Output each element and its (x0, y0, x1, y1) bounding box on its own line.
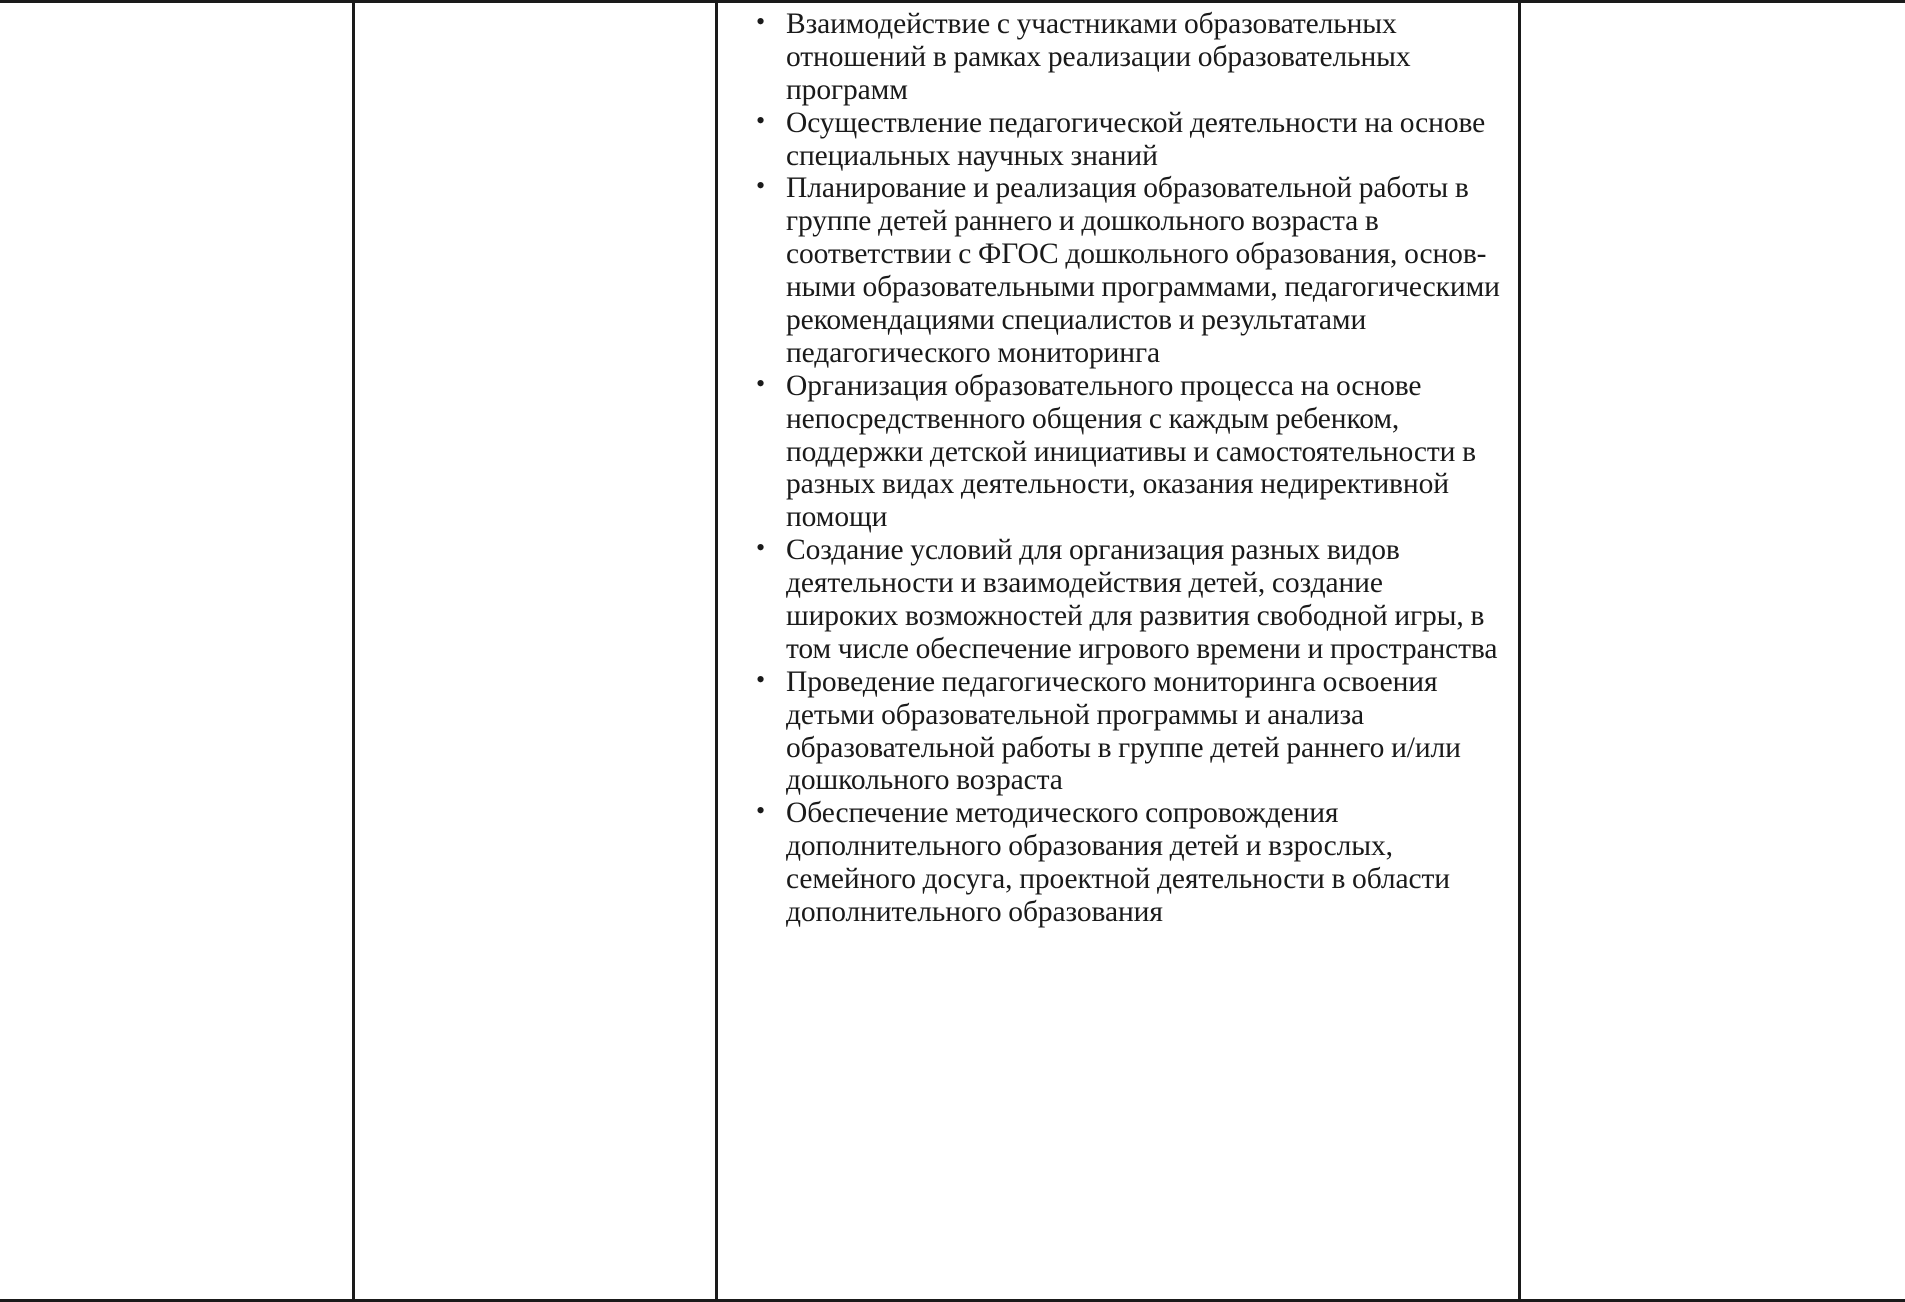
list-item: • Создание условий для организация разных видов деятельности и взаимодействия детей, создание широких возможностей для развития свободной игры, в том числе обеспечение игрового времени и пространства (748, 534, 1500, 666)
table-cell-duties (718, 0, 1518, 1302)
table-cell-column-4 (1521, 0, 1902, 1302)
list-item: • Проведение педагогического мониторинга освоения детьми образовательной программы и анализа образовательной работы в группе детей раннего и/или дошкольного возраста (748, 666, 1500, 798)
list-item: • Организация образовательного процесса на основе непосредственного общения с каждым ребенком, поддержки детской инициативы и самостоятельности в разных видах деятельности, оказания недирективной помощи (748, 370, 1500, 534)
duties-list (718, 0, 1518, 929)
list-item: • Осуществление педагогической деятельности на основе специальных научных знаний (748, 107, 1500, 173)
table-cell-column-2 (355, 0, 715, 1302)
table-cell-column-1 (0, 0, 352, 1302)
list-item: • Обеспечение методического сопровождения дополнительного образования детей и взрослых, семейного досуга, проектной деятельности в области дополнительного образования (748, 797, 1500, 929)
list-item: • Планирование и реализация образовательной работы в группе детей раннего и дошкольного возраста в соответствии с ФГОС дошкольного образования, основными образовательными программами, педагогическими рекомендациями специалистов и результатами педагогического мониторинга (748, 172, 1500, 369)
list-item: • Взаимодействие с участниками образовательных отношений в рамках реализации образовательных программ (748, 8, 1500, 107)
